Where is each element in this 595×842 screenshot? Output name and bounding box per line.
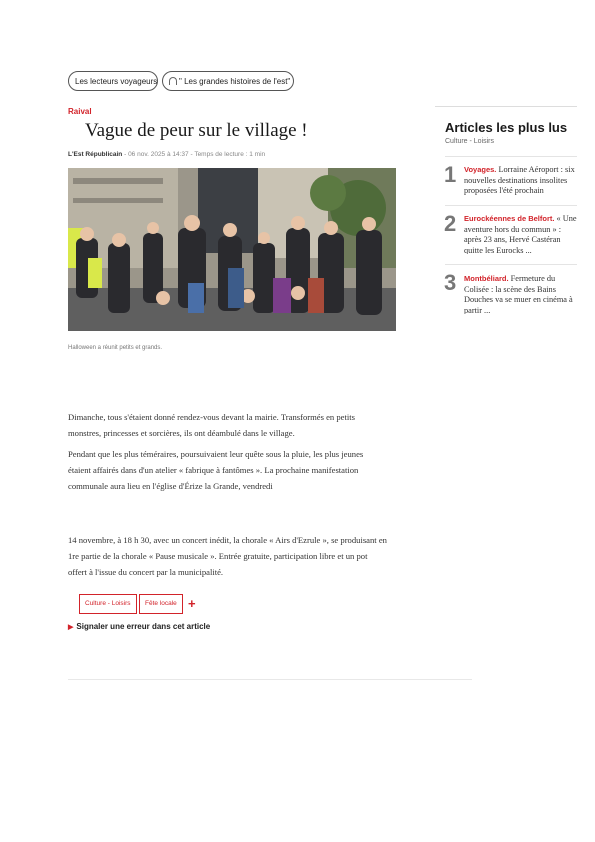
headphones-icon xyxy=(169,77,177,85)
article-paragraph-1: Dimanche, tous s'étaient donné rendez-vous devant la mairie. Transformés en petits monstres, princesses et sorcières, ils ont déambulé dans le village. xyxy=(68,412,355,438)
sidebar-separator xyxy=(445,156,577,157)
sidebar-article-kicker: Eurockéennes de Belfort. xyxy=(464,214,555,223)
grandes-histoires-link[interactable] xyxy=(162,71,294,91)
article-meta: - 06 nov. 2025 à 14:37 - Temps de lecture : 1 min xyxy=(124,151,266,158)
sidebar-article-2[interactable] xyxy=(464,214,577,254)
sidebar-separator xyxy=(445,205,577,206)
tag-fete-locale[interactable]: Fête locale xyxy=(139,594,183,614)
sidebar-article-text: « Une aventure hors du commun » : après 23 ans, Hervé Castéran quitte les Eurocks ... xyxy=(464,214,577,254)
sidebar-subtitle: Culture - Loisirs xyxy=(445,138,495,145)
tag-culture-loisirs[interactable]: Culture - Loisirs xyxy=(79,594,137,614)
article-byline xyxy=(68,151,265,158)
divider xyxy=(68,679,472,680)
sidebar-article-1[interactable] xyxy=(464,165,577,205)
sidebar-divider xyxy=(435,106,577,107)
triangle-right-icon: ▶ xyxy=(68,624,74,631)
sidebar-article-kicker: Voyages. xyxy=(464,165,497,174)
article-kicker[interactable]: Raival xyxy=(68,107,92,116)
article-photo xyxy=(68,168,396,331)
sidebar-article-kicker: Montbéliard. xyxy=(464,274,509,283)
article-title: Vague de peur sur le village ! xyxy=(85,120,308,141)
sidebar-article-text: Lorraine Aéroport : six nouvelles destinations insolites proposées l'été prochain xyxy=(464,165,575,195)
article-paragraph-3: 14 novembre, à 18 h 30, avec un concert inédit, la chorale « Airs d'Ezrule », se produisant en 1re partie de la chorale « Pause musicale ». Entrée gratuite, participation libre et un pot offert à l'issue du concert par la municipalité. xyxy=(68,535,387,577)
grandes-histoires-label: " Les grandes histoires de l'est" xyxy=(179,77,291,86)
sidebar-article-text: Fermeture du Colisée : la scène des Bains Douches va se muer en cinéma à partir ... xyxy=(464,274,573,314)
sidebar-title: Articles les plus lus xyxy=(445,120,568,135)
sidebar-rank: 3 xyxy=(444,270,457,295)
lecteurs-voyageurs-link[interactable] xyxy=(68,71,158,91)
sidebar-separator xyxy=(445,264,577,265)
add-tag-button[interactable]: + xyxy=(188,596,196,611)
article-source[interactable]: L'Est Républicain xyxy=(68,151,123,158)
sidebar-article-3[interactable] xyxy=(464,274,577,314)
lecteurs-voyageurs-label: Les lecteurs voyageurs xyxy=(75,77,158,86)
sidebar-rank: 1 xyxy=(444,162,457,187)
report-error-link[interactable] xyxy=(68,622,210,631)
article-paragraph-2: Pendant que les plus téméraires, poursuivaient leur quête sous la pluie, les plus jeunes étaient affairés dans d'un atelier « fabrique à fantômes ». La prochaine manifestation communale aura lieu en l'église d'Érize la Grande, vendredi xyxy=(68,449,364,491)
sidebar-rank: 2 xyxy=(444,211,457,236)
photo-caption: Halloween a réunit petits et grands. xyxy=(68,345,163,351)
report-error-label: Signaler une erreur dans cet article xyxy=(76,622,211,631)
